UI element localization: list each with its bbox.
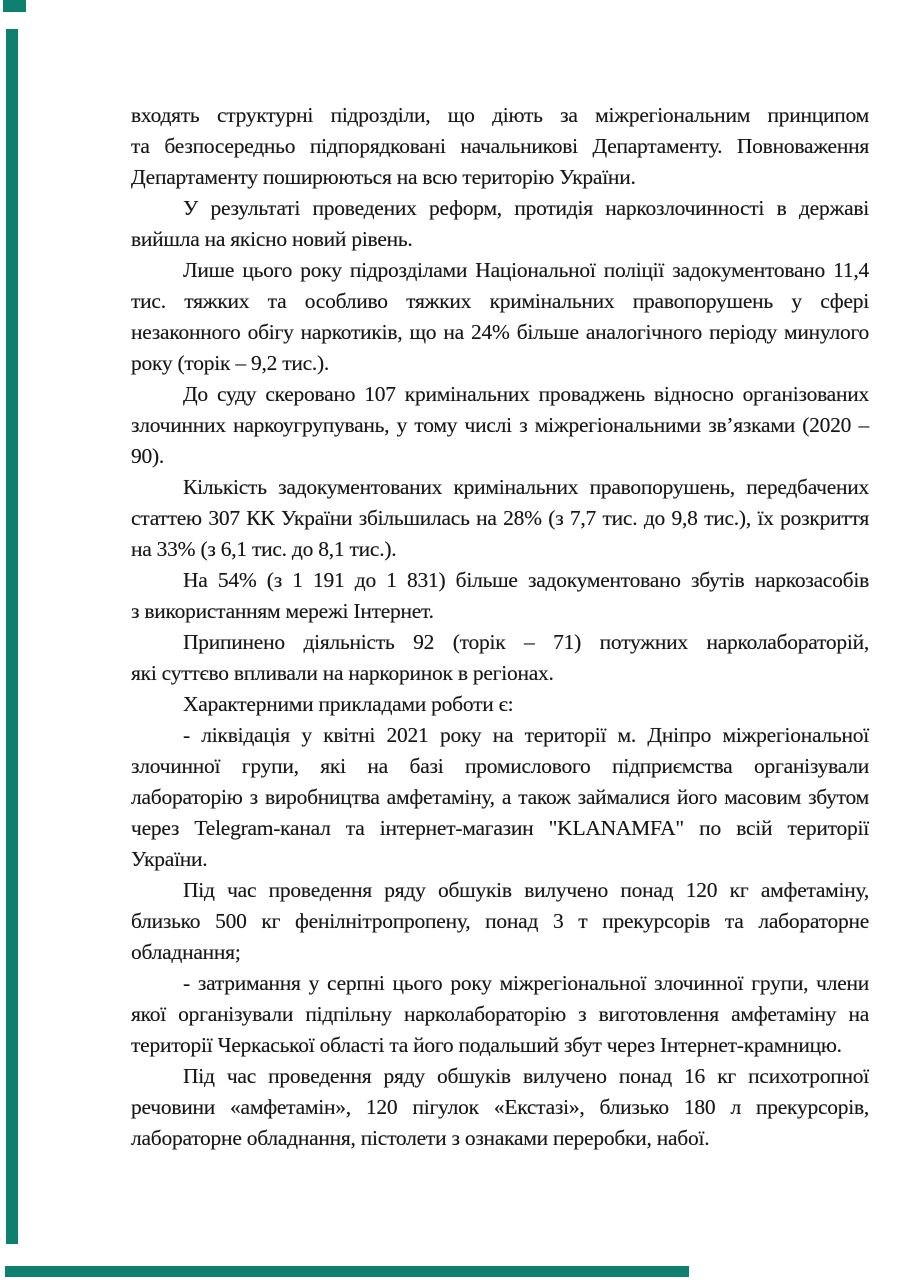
text-line: У результаті проведених реформ, протидія наркозлочинності в державі [183,196,869,220]
text-line: входять структурні підрозділи, що діють за міжрегіональним принципом [131,103,869,127]
text-line: близько 500 кг фенілнітропропену, понад 3 т прекурсорів та лабораторне [131,909,869,933]
paragraph [131,100,869,193]
text-line: з використанням мережі Інтернет. [131,599,434,623]
text-line: Характерними прикладами роботи є: [183,692,514,716]
paragraph [131,472,869,565]
paragraph [131,720,869,875]
text-line: статтею 307 КК України збільшилась на 28% (з 7,7 тис. до 9,8 тис.), їх розкриття [131,506,869,530]
text-line: лабораторію з виробництва амфетаміну, а також займалися його масовим збутом [131,785,869,809]
text-line: якої організували підпільну нарколабораторію з виготовлення амфетаміну на [131,1002,869,1026]
text-line: вийшла на якісно новий рівень. [131,227,413,251]
scan-mark-top-left [3,0,26,12]
scan-mark-bottom-edge [5,1266,689,1277]
text-line: на 33% (з 6,1 тис. до 8,1 тис.). [131,537,397,561]
paragraph [131,875,869,968]
text-line: - ліквідація у квітні 2021 року на території м. Дніпро міжрегіональної [183,723,869,747]
document-text [131,100,869,1154]
paragraph [131,968,869,1061]
text-line: 90). [131,444,165,468]
text-line: території Черкаської області та його подальший збут через Інтернет-крамницю. [131,1033,842,1057]
text-line: - затримання у серпні цього року міжрегіональної злочинної групи, члени [183,971,869,995]
text-line: злочинної групи, які на базі промислового підприємства організували [131,754,869,778]
paragraph [131,689,869,720]
text-line: через Telegram-канал та інтернет-магазин "KLANAMFA" по всій території [131,816,869,840]
paragraph [131,627,869,689]
text-line: Під час проведення ряду обшуків вилучено понад 120 кг амфетаміну, [183,878,869,902]
text-line: злочинних наркоугрупувань, у тому числі з міжрегіональними зв’язками (2020 – [131,413,869,437]
text-line: обладнання; [131,940,241,964]
text-line: лабораторне обладнання, пістолети з ознаками переробки, набої. [131,1126,710,1150]
text-line: Кількість задокументованих кримінальних правопорушень, передбачених [183,475,869,499]
paragraph [131,565,869,627]
text-line: На 54% (з 1 191 до 1 831) більше задокументовано збутів наркозасобів [183,568,869,592]
text-line: Лише цього року підрозділами Національної поліції задокументовано 11,4 [183,258,869,282]
text-line: які суттєво впливали на наркоринок в регіонах. [131,661,554,685]
text-line: незаконного обігу наркотиків, що на 24% більше аналогічного періоду минулого [131,320,869,344]
paragraph [131,255,869,379]
text-line: Департаменту поширюються на всю територію України. [131,165,636,189]
paragraph [131,193,869,255]
scan-mark-left-edge [6,29,18,1244]
text-line: речовини «амфетамін», 120 пігулок «Екстазі», близько 180 л прекурсорів, [131,1095,869,1119]
text-line: тис. тяжких та особливо тяжких кримінальних правопорушень у сфері [131,289,869,313]
paragraph [131,379,869,472]
text-line: року (торік – 9,2 тис.). [131,351,330,375]
paragraph [131,1061,869,1154]
text-line: Припинено діяльність 92 (торік – 71) потужних нарколабораторій, [183,630,869,654]
text-line: До суду скеровано 107 кримінальних проваджень відносно організованих [183,382,869,406]
text-line: Під час проведення ряду обшуків вилучено понад 16 кг психотропної [183,1064,869,1088]
text-line: України. [131,847,208,871]
text-line: та безпосередньо підпорядковані начальникові Департаменту. Повноваження [131,134,869,158]
